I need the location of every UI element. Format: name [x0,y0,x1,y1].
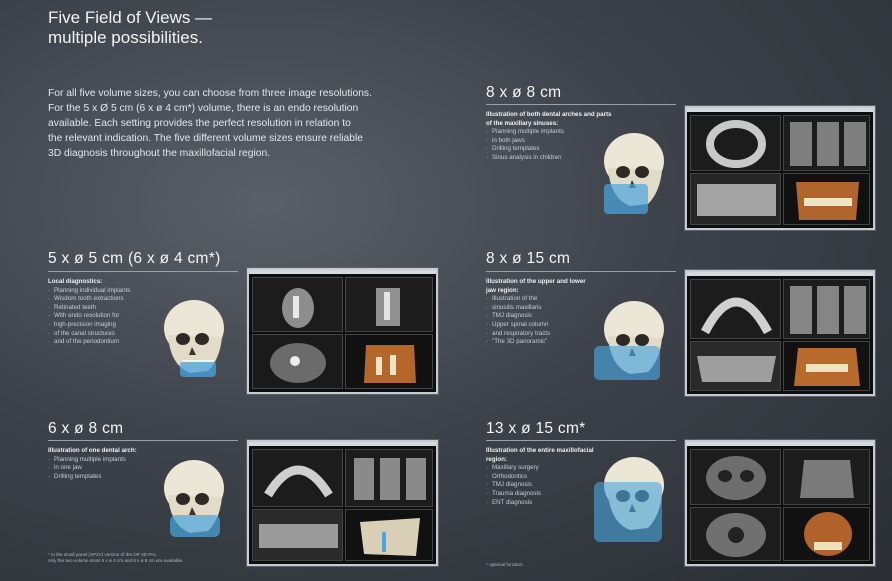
ct-slice-image [253,450,343,507]
footnote-line: only the two volume sizes 6 x ø 4 cm and 8 x ø 8 cm are available. [48,558,184,563]
software-screenshot-8x8 [685,106,875,230]
skull-illustration [150,295,240,385]
window-toolbar [687,272,873,276]
software-screenshot-6x8 [247,440,438,566]
list-item: · Wisdom tooth extractions [48,295,148,304]
list-item: · With endo resolution for [48,312,148,321]
fov-description-8x15 [486,278,596,347]
ct-slice-pane [252,277,343,332]
list-item: · of the canal structures [48,330,148,339]
panoramic-image [691,174,781,225]
ct-slice-image [253,335,343,389]
ct-slice-pane [690,115,781,171]
ct-slice-pane [690,279,781,339]
3d-render-pane [345,509,433,561]
list-item: · Illustration of the [486,295,596,304]
3d-render-image [346,335,433,389]
software-screenshot-8x15 [685,270,875,396]
list-item: · in both jaws [486,137,612,146]
intro-line: 3D diagnosis throughout the maxillofacial region. [48,148,271,159]
fov-heading-8x15: 8 x ø 15 cm [486,250,571,267]
fov-description-13x15 [486,447,596,507]
heading-rule [486,104,676,105]
3d-render-pane [783,341,870,391]
fov-heading-8x8: 8 x ø 8 cm [486,84,562,101]
list-item: · sinusitis maxillaris [486,304,596,313]
list-item: · in one jaw [48,464,158,473]
list-item: · Planning multiple implants [48,456,158,465]
ct-slice-image [346,450,433,507]
intro-paragraph [48,86,428,161]
3d-render-pane [345,334,433,389]
panoramic-pane [690,341,781,391]
3d-render-image [346,510,433,561]
window-toolbar [249,442,436,446]
window-toolbar [687,442,873,446]
window-toolbar [249,270,436,274]
intro-line: For all five volume sizes, you can choose from three image resolutions. [48,88,372,99]
software-screenshot-13x15 [685,440,875,566]
skull-illustration [590,452,680,547]
fov-heading-13x15: 13 x ø 15 cm* [486,420,586,437]
fov-heading-5x5: 5 x ø 5 cm (6 x ø 4 cm*) [48,250,221,267]
3d-render-image [784,174,870,225]
ct-slice-pane [252,449,343,507]
list-item: · high-precision imaging [48,321,148,330]
ct-slice-pane [783,279,870,339]
footnote-right: * optional function [486,562,523,567]
3d-render-pane [783,173,870,225]
list-item: · Maxillary surgery [486,464,596,473]
ct-slice-image [784,116,870,171]
fov-lead: Local diagnostics: [48,278,103,285]
intro-line: the relevant indication. The five different volume sizes ensure reliable [48,133,363,144]
fov-lead: Illustration of both dental arches and parts of the maxillary sinuses: [486,111,612,127]
heading-rule [486,440,676,441]
ct-slice-pane [345,277,433,332]
3d-render-image [784,508,870,561]
fov-lead: Illustration of the upper and lower jaw region: [486,278,586,294]
ct-slice-pane [783,449,870,505]
list-item: · Orthodontics [486,473,596,482]
fov-lead: Illustration of one dental arch: [48,447,137,454]
window-toolbar [687,108,873,112]
heading-rule [48,271,238,272]
heading-rule [486,271,676,272]
3d-render-pane [783,507,870,561]
fov-heading-6x8: 6 x ø 8 cm [48,420,124,437]
fov-description-5x5 [48,278,148,347]
fov-lead: Illustration of the entire maxillofacial region: [486,447,594,463]
ct-slice-pane [690,449,781,505]
list-item: · Upper spinal column [486,321,596,330]
footnote-left [48,552,248,564]
ct-slice-image [346,278,433,332]
panoramic-pane [252,509,343,561]
ct-slice-pane [783,115,870,171]
list-item: · TMJ diagnosis [486,312,596,321]
ct-slice-image [784,280,870,339]
software-screenshot-5x5 [247,268,438,394]
intro-line: available. Each setting provides the perfect resolution in relation to [48,118,351,129]
list-item: · and respiratory tracts [486,330,596,339]
list-item: · TMJ diagnosis [486,481,596,490]
ct-slice-image [691,116,781,171]
list-item: · Drilling templates [48,473,158,482]
list-item: · Drilling templates [486,145,612,154]
list-item: · and of the periodontium [48,338,148,347]
list-item: · Planning individual implants [48,287,148,296]
title-line-2: multiple possibilities. [48,28,203,47]
page-title [48,8,212,48]
ct-slice-pane [690,507,781,561]
panoramic-image [691,342,781,391]
ct-slice-image [691,280,781,339]
list-item: · ENT diagnosis [486,499,596,508]
skull-illustration [590,128,680,218]
skull-illustration [590,296,680,386]
3d-render-image [784,342,870,391]
skull-illustration [150,455,240,545]
list-item: · Sinus analysis in children [486,154,612,163]
ct-slice-image [691,508,781,561]
ct-slice-pane [345,449,433,507]
intro-line: For the 5 x Ø 5 cm (6 x ø 4 cm*) volume, there is an endo resolution [48,103,359,114]
ct-slice-pane [252,334,343,389]
ct-slice-image [691,450,781,505]
heading-rule [48,440,238,441]
list-item: · "The 3D panoramic" [486,338,596,347]
panoramic-image [253,510,343,561]
list-item: · Trauma diagnosis [486,490,596,499]
list-item: · Planning multiple implants [486,128,612,137]
fov-description-6x8 [48,447,158,481]
title-line-1: Five Field of Views — [48,8,213,27]
list-item: · Retinated teeth [48,304,148,313]
footnote-line: * In the small panel (SP2V) version of the OP 3D Pro, [48,552,157,557]
ct-slice-image [784,450,870,505]
panoramic-pane [690,173,781,225]
ct-slice-image [253,278,343,332]
